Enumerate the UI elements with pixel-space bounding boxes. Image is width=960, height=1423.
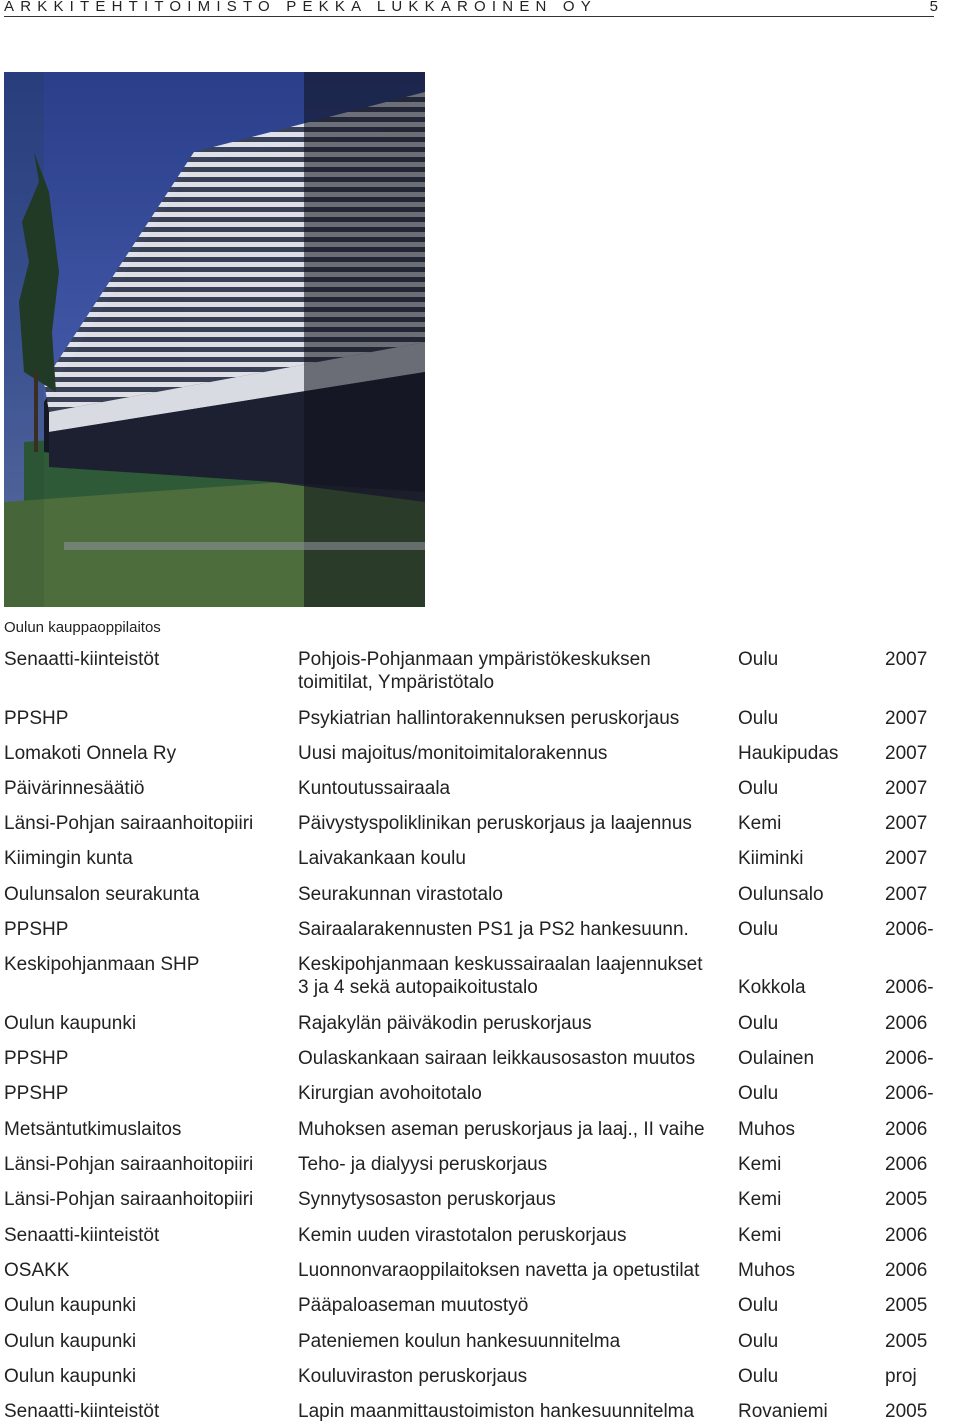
project-year: 2007 [885,884,928,905]
project-name: Kuntoutussairaala [298,778,451,799]
project-location: Oulu [738,649,779,670]
client-name: Oulun kaupunki [4,1295,137,1316]
project-year: 2007 [885,813,928,834]
project-year: 2007 [885,743,928,764]
client-name: Länsi-Pohjan sairaanhoitopiiri [4,813,254,834]
project-year: 2006- [885,919,934,940]
project-location: Kemi [738,813,782,834]
project-name: Psykiatrian hallintorakennuksen peruskorjaus [298,708,680,729]
project-location: Oulu [738,778,779,799]
project-location: Oulunsalo [738,884,824,905]
client-name: Länsi-Pohjan sairaanhoitopiiri [4,1154,254,1175]
project-location: Kemi [738,1154,782,1175]
project-year: 2005 [885,1331,928,1352]
project-year: 2005 [885,1189,928,1210]
project-location: Oulu [738,708,779,729]
project-location: Kemi [738,1225,782,1246]
project-year: 2006 [885,1260,928,1281]
project-name: Uusi majoitus/monitoimitalorakennus [298,743,608,764]
client-name: Kiimingin kunta [4,848,133,869]
project-location: Oulu [738,1013,779,1034]
project-name: Pateniemen koulun hankesuunnitelma [298,1331,621,1352]
client-name: Länsi-Pohjan sairaanhoitopiiri [4,1189,254,1210]
client-name: Lomakoti Onnela Ry [4,743,177,764]
project-year: 2007 [885,649,928,670]
project-name: Keskipohjanmaan keskussairaalan laajennukset 3 ja 4 sekä autopaikoitustalo [298,954,703,998]
project-year: 2005 [885,1295,928,1316]
project-name: Kouluviraston peruskorjaus [298,1366,528,1387]
header-divider [4,16,934,17]
office-name: ARKKITEHTITOIMISTO PEKKA LUKKAROINEN OY [4,0,597,15]
project-year: 2006- [885,1048,934,1069]
project-year: 2006 [885,1119,928,1140]
project-year: proj [885,1366,917,1387]
client-name: Metsäntutkimuslaitos [4,1119,182,1140]
client-name: Oulun kaupunki [4,1331,137,1352]
project-name: Lapin maanmittaustoimiston hankesuunnitelma [298,1401,695,1422]
project-location: Rovaniemi [738,1401,828,1422]
client-name: Senaatti-kiinteistöt [4,1401,160,1422]
project-location: Kiiminki [738,848,804,869]
project-location: Oulu [738,919,779,940]
project-name: Muhoksen aseman peruskorjaus ja laaj., II vaihe [298,1119,705,1140]
project-name: Kemin uuden virastotalon peruskorjaus [298,1225,627,1246]
project-name: Pohjois-Pohjanmaan ympäristökeskuksen toimitilat, Ympäristötalo [298,649,651,693]
project-year: 2006- [885,1083,934,1104]
client-name: Senaatti-kiinteistöt [4,1225,160,1246]
client-name: Oulunsalon seurakunta [4,884,200,905]
client-name: OSAKK [4,1260,70,1281]
project-name: Sairaalarakennusten PS1 ja PS2 hankesuunn. [298,919,689,940]
project-name: Kirurgian avohoitotalo [298,1083,482,1104]
client-name: PPSHP [4,1048,69,1069]
project-location: Kokkola [738,977,806,998]
client-name: PPSHP [4,919,69,940]
client-name: PPSHP [4,1083,69,1104]
project-location: Oulu [738,1366,779,1387]
project-location: Muhos [738,1260,796,1281]
photo-caption: Oulun kauppaoppilaitos [4,619,161,636]
project-location: Oulu [738,1295,779,1316]
client-name: Oulun kaupunki [4,1013,137,1034]
project-year: 2007 [885,778,928,799]
project-year: 2006 [885,1225,928,1246]
client-name: PPSHP [4,708,69,729]
project-name: Seurakunnan virastotalo [298,884,503,905]
page-header [4,0,938,16]
project-name: Luonnonvaraoppilaitoksen navetta ja opetustilat [298,1260,700,1281]
project-location: Kemi [738,1189,782,1210]
project-name: Rajakylän päiväkodin peruskorjaus [298,1013,592,1034]
project-name: Synnytysosaston peruskorjaus [298,1189,556,1210]
project-location: Haukipudas [738,743,839,764]
client-name: Päivärinnesäätiö [4,778,145,799]
client-name: Oulun kaupunki [4,1366,137,1387]
project-name: Teho- ja dialyysi peruskorjaus [298,1154,548,1175]
project-location: Oulainen [738,1048,815,1069]
project-location: Oulu [738,1083,779,1104]
project-year: 2005 [885,1401,928,1422]
project-year: 2006- [885,977,934,998]
client-name: Senaatti-kiinteistöt [4,649,160,670]
project-name: Päivystyspoliklinikan peruskorjaus ja laajennus [298,813,692,834]
project-location: Muhos [738,1119,796,1140]
project-year: 2007 [885,848,928,869]
page-number: 5 [929,0,938,15]
project-name: Laivakankaan koulu [298,848,466,869]
project-location: Oulu [738,1331,779,1352]
project-year: 2007 [885,708,928,729]
building-photo [4,72,425,607]
project-year: 2006 [885,1154,928,1175]
project-name: Oulaskankaan sairaan leikkausosaston muutos [298,1048,696,1069]
client-name: Keskipohjanmaan SHP [4,954,200,975]
project-name: Pääpaloaseman muutostyö [298,1295,529,1316]
project-year: 2006 [885,1013,928,1034]
